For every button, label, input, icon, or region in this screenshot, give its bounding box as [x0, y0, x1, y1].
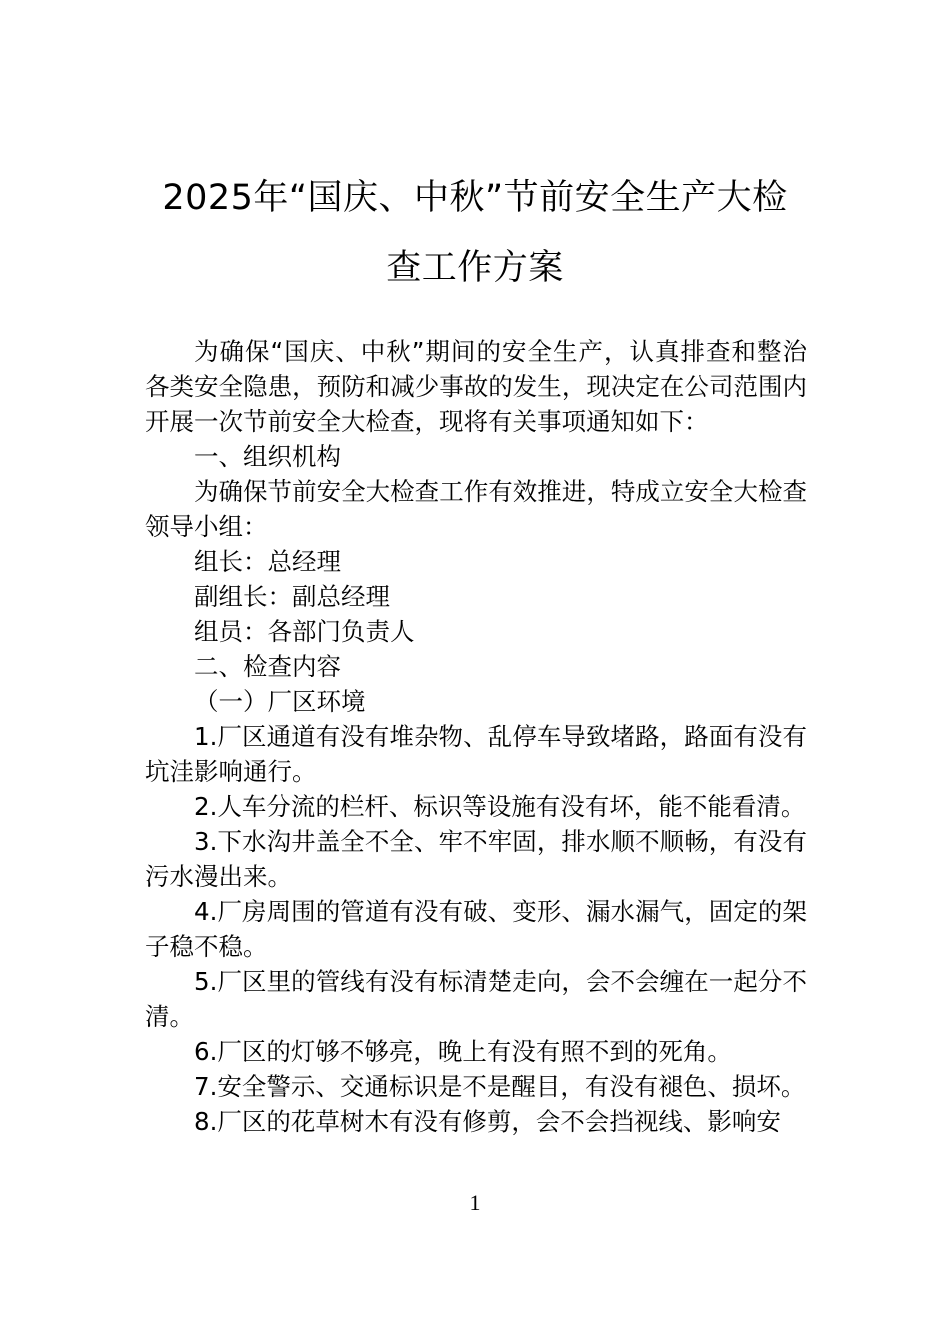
- inspection-item: 8.厂区的花草树木有没有修剪，会不会挡视线、影响安: [194, 1107, 781, 1136]
- page-number: 1: [469, 1190, 481, 1215]
- inspection-item: 6.厂区的灯够不够亮，晚上有没有照不到的死角。: [194, 1037, 732, 1066]
- group-members-line: 组员：各部门负责人: [194, 617, 415, 646]
- inspection-item: 5.厂区里的管线有没有标清楚走向，会不会缠在一起分不清。: [145, 967, 807, 1031]
- section-heading-organization: 一、组织机构: [194, 442, 341, 471]
- document-title-line-1: 2025年“国庆、中秋”节前安全生产大检: [162, 178, 788, 218]
- inspection-item: 3.下水沟井盖全不全、牢不牢固，排水顺不顺畅，有没有污水漫出来。: [145, 827, 807, 891]
- organization-paragraph: 为确保节前安全大检查工作有效推进，特成立安全大检查领导小组：: [145, 477, 807, 541]
- section-heading-inspection: 二、检查内容: [194, 652, 341, 681]
- inspection-item: 4.厂房周围的管道有没有破、变形、漏水漏气，固定的架子稳不稳。: [145, 897, 807, 961]
- subsection-heading-plant-environment: （一）厂区环境: [194, 687, 366, 716]
- inspection-item: 7.安全警示、交通标识是不是醒目，有没有褪色、损坏。: [194, 1072, 806, 1101]
- group-leader-line: 组长：总经理: [194, 547, 341, 576]
- intro-paragraph: 为确保“国庆、中秋”期间的安全生产，认真排查和整治各类安全隐患，预防和减少事故的发生，现决定在公司范围内开展一次节前安全大检查，现将有关事项通知如下：: [145, 337, 807, 436]
- document-body: [145, 334, 807, 1139]
- inspection-item: 1.厂区通道有没有堆杂物、乱停车导致堵路，路面有没有坑洼影响通行。: [145, 722, 807, 786]
- inspection-item: 2.人车分流的栏杆、标识等设施有没有坏，能不能看清。: [194, 792, 806, 821]
- document-title-line-2: 查工作方案: [386, 248, 564, 288]
- deputy-leader-line: 副组长：副总经理: [194, 582, 390, 611]
